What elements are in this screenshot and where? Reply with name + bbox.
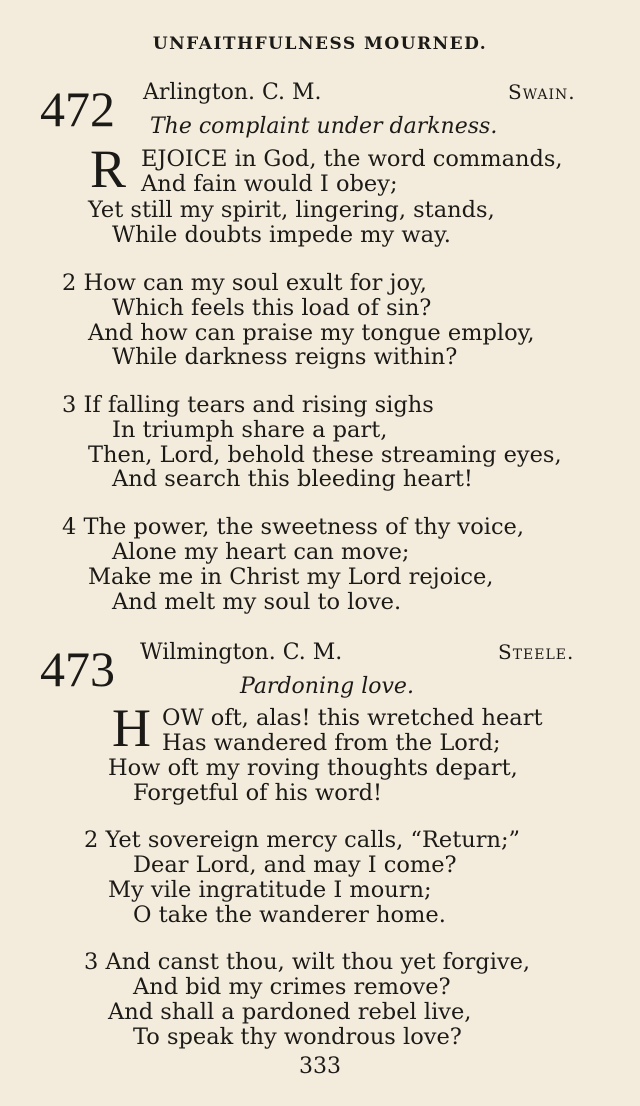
page-number: 333: [299, 1054, 341, 1079]
verse-line: And shall a pardoned rebel live,: [108, 999, 472, 1025]
author-name: Swain.: [508, 80, 576, 104]
running-head: UNFAITHFULNESS MOURNED.: [152, 34, 488, 54]
verse-line: Forgetful of his word!: [133, 780, 383, 806]
verse-line: While doubts impede my way.: [112, 222, 451, 248]
hymn-number: 472: [40, 81, 115, 137]
verse-line: Has wandered from the Lord;: [162, 730, 501, 756]
verse-line: Which feels this load of sin?: [112, 295, 432, 321]
hymn-number: 473: [40, 641, 115, 697]
verse-line: OW oft, alas! this wretched heart: [162, 705, 543, 731]
verse-line: 2 How can my soul exult for joy,: [62, 270, 427, 296]
verse-line: And fain would I obey;: [141, 171, 398, 197]
verse-line: And melt my soul to love.: [112, 589, 402, 615]
tune-name: Arlington. C. M.: [143, 80, 322, 105]
verse-line: Alone my heart can move;: [112, 539, 410, 565]
verse-line: 3 And canst thou, wilt thou yet forgive,: [84, 949, 531, 975]
verse-line: EJOICE in God, the word commands,: [141, 146, 563, 172]
verse-line: To speak thy wondrous love?: [133, 1024, 462, 1050]
verse-line: 3 If falling tears and rising sighs: [62, 392, 434, 418]
verse-line: Dear Lord, and may I come?: [133, 852, 457, 878]
verse-line: Yet still my spirit, lingering, stands,: [88, 197, 495, 223]
verse-line: And how can praise my tongue employ,: [88, 320, 535, 346]
verse-line: And bid my crimes remove?: [133, 974, 451, 1000]
verse-line: 2 Yet sovereign mercy calls, “Return;”: [84, 827, 521, 853]
verse-line: 4 The power, the sweetness of thy voice,: [62, 514, 525, 540]
drop-cap: R: [90, 139, 127, 199]
author-name: Steele.: [498, 640, 575, 664]
verse-line: O take the wanderer home.: [133, 902, 446, 928]
drop-cap: H: [112, 698, 151, 758]
verse-line: How oft my roving thoughts depart,: [108, 755, 518, 781]
tune-name: Wilmington. C. M.: [140, 640, 343, 665]
verse-line: Make me in Christ my Lord rejoice,: [88, 564, 494, 590]
verse-line: My vile ingratitude I mourn;: [108, 877, 432, 903]
hymn-subtitle: Pardoning love.: [240, 674, 414, 699]
verse-line: In triumph share a part,: [112, 417, 388, 443]
hymn-subtitle: The complaint under darkness.: [150, 114, 498, 139]
verse-line: While darkness reigns within?: [112, 344, 458, 370]
verse-line: Then, Lord, behold these streaming eyes,: [88, 442, 562, 468]
verse-line: And search this bleeding heart!: [112, 466, 473, 492]
